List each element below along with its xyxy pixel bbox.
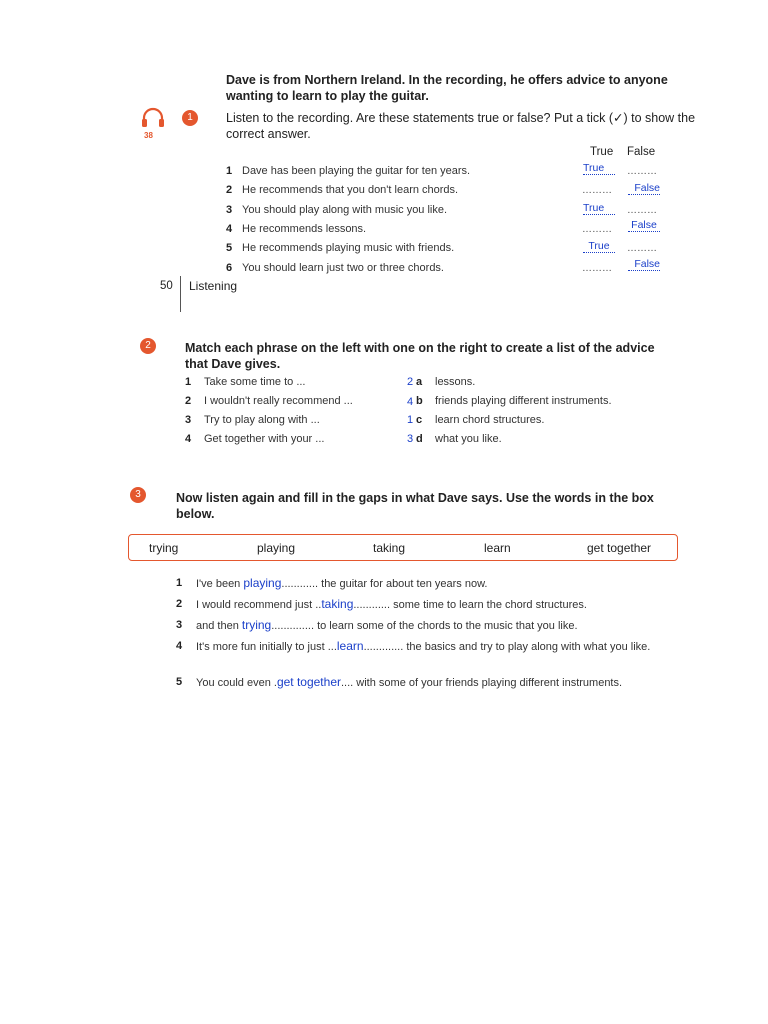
match-answer[interactable]: 1	[407, 414, 414, 426]
word-box-item: learn	[484, 541, 511, 555]
gap-after: the guitar for about ten years now.	[318, 578, 488, 590]
gap-dots: .............	[363, 641, 404, 653]
section-label: Listening	[189, 279, 238, 293]
gap-fill-answer[interactable]: playing	[243, 576, 282, 590]
gap-fill-answer[interactable]: trying	[241, 618, 272, 632]
gap-after: to learn some of the chords to the music that you like.	[314, 620, 578, 632]
match-left-number: 1	[185, 376, 192, 388]
statement-text: He recommends lessons.	[242, 223, 367, 235]
match-answer[interactable]: 2	[407, 376, 414, 388]
true-blank[interactable]: ………	[582, 185, 612, 196]
false-blank[interactable]: ………	[627, 166, 657, 177]
match-left-number: 4	[185, 433, 192, 445]
false-blank[interactable]: ………	[627, 243, 657, 254]
page-divider	[180, 276, 181, 312]
gap-number: 3	[176, 619, 183, 631]
exercise-1-badge: 1	[182, 110, 198, 126]
gap-number: 5	[176, 676, 183, 688]
true-answer[interactable]: True	[583, 162, 615, 175]
gap-before: and then	[196, 620, 242, 632]
statement-text: You should play along with music you like.	[242, 204, 448, 216]
gap-before: You could even .	[196, 677, 277, 689]
intro-text: Dave is from Northern Ireland. In the recording, he offers advice to anyone wanting to learn to play the guitar.	[226, 73, 668, 103]
statement-number: 6	[226, 262, 233, 274]
false-answer[interactable]: False	[628, 219, 660, 232]
statement-text: You should learn just two or three chords.	[242, 262, 444, 274]
match-left-text: Get together with your ...	[204, 433, 325, 445]
gap-fill-answer[interactable]: taking	[321, 597, 354, 611]
exercise-2-badge: 2	[140, 338, 156, 354]
gap-dots: ..............	[271, 620, 315, 632]
word-box-item: get together	[587, 541, 652, 555]
false-blank[interactable]: ………	[627, 205, 657, 216]
match-right-text: what you like.	[435, 433, 502, 445]
match-letter: b	[416, 395, 423, 407]
gap-after: with some of your friends playing different instruments.	[353, 677, 623, 689]
match-letter: a	[416, 376, 423, 388]
exercise-3-badge: 3	[130, 487, 146, 503]
statement-number: 1	[226, 165, 233, 177]
gap-dots: ............	[353, 599, 391, 611]
true-answer[interactable]: True	[583, 202, 615, 215]
match-left-number: 2	[185, 395, 192, 407]
word-box-item: taking	[373, 541, 406, 555]
match-left-text: Try to play along with ...	[204, 414, 320, 426]
gap-sentence	[196, 639, 676, 655]
gap-fill-answer[interactable]: learn	[336, 639, 364, 653]
false-column-header: False	[627, 146, 656, 158]
match-answer[interactable]: 3	[407, 433, 414, 445]
gap-before: I've been	[196, 578, 244, 590]
track-number: 38	[144, 131, 153, 140]
statement-number: 2	[226, 184, 233, 196]
gap-sentence	[196, 576, 676, 592]
match-right-text: friends playing different instruments.	[435, 395, 612, 407]
match-left-text: Take some time to ...	[204, 376, 306, 388]
gap-number: 1	[176, 577, 183, 589]
false-answer[interactable]: False	[628, 258, 660, 271]
match-right-text: lessons.	[435, 376, 476, 388]
gap-number: 2	[176, 598, 183, 610]
match-answer[interactable]: 4	[407, 396, 414, 408]
true-blank[interactable]: ………	[582, 224, 612, 235]
false-answer[interactable]: False	[628, 182, 660, 195]
word-box-item: playing	[257, 541, 296, 555]
gap-number: 4	[176, 640, 183, 652]
match-left-number: 3	[185, 414, 192, 426]
match-letter: d	[416, 433, 423, 445]
match-letter: c	[416, 414, 423, 426]
true-answer[interactable]: True	[583, 240, 615, 253]
gap-after: some time to learn the chord structures.	[390, 599, 587, 611]
statement-number: 3	[226, 204, 233, 216]
word-box-item: trying	[149, 541, 179, 555]
exercise-1-instruction: Listen to the recording. Are these statements true or false? Put a tick (✓) to show the correct answer.	[226, 111, 696, 141]
gap-dots: ....	[341, 677, 354, 689]
page-number: 50	[160, 280, 173, 292]
statement-text: Dave has been playing the guitar for ten years.	[242, 165, 471, 177]
match-left-text: I wouldn't really recommend ...	[204, 395, 353, 407]
statement-text: He recommends playing music with friends.	[242, 242, 455, 254]
headphones-icon	[140, 106, 166, 130]
gap-after: the basics and try to play along with what you like.	[403, 641, 651, 653]
true-column-header: True	[590, 146, 614, 158]
statement-number: 4	[226, 223, 233, 235]
statement-text: He recommends that you don't learn chords.	[242, 184, 459, 196]
gap-dots: ............	[281, 578, 319, 590]
gap-sentence	[196, 597, 676, 613]
gap-before: I would recommend just ..	[196, 599, 322, 611]
gap-fill-answer[interactable]: get together	[276, 675, 341, 689]
gap-sentence	[196, 675, 696, 691]
match-right-text: learn chord structures.	[435, 414, 545, 426]
exercise-3-instruction: Now listen again and fill in the gaps in what Dave says. Use the words in the box below.	[176, 491, 654, 521]
gap-sentence	[196, 618, 676, 634]
true-blank[interactable]: ………	[582, 263, 612, 274]
statement-number: 5	[226, 242, 233, 254]
exercise-2-instruction: Match each phrase on the left with one on the right to create a list of the advice that Dave gives.	[185, 341, 655, 371]
gap-before: It's more fun initially to just ...	[196, 641, 337, 653]
